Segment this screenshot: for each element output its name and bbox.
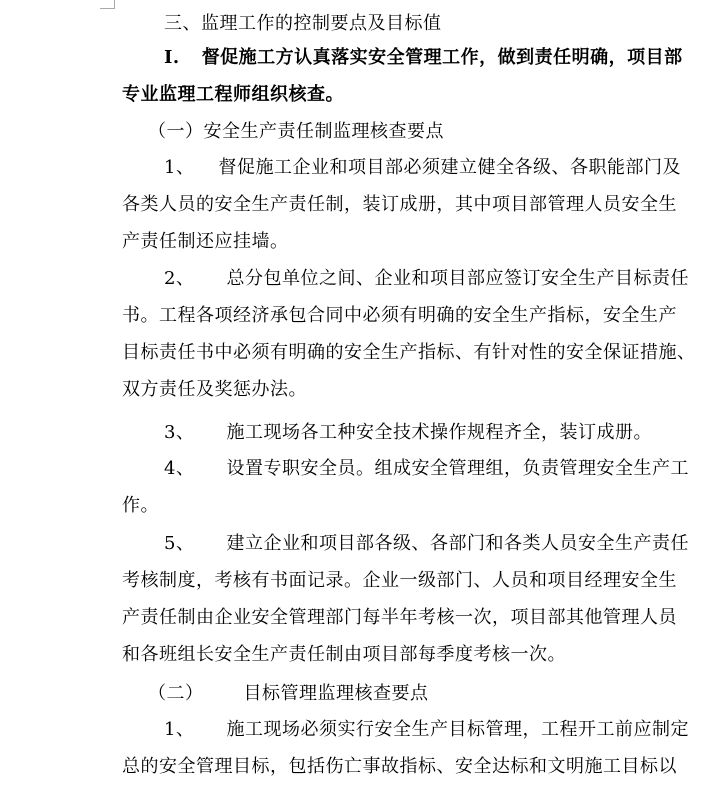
sub1-point2-text: 总分包单位之间、企业和项目部应签订安全生产目标责任	[226, 268, 689, 289]
sub1-point4-number: 4、	[164, 458, 195, 479]
sub1-point2-text: 双方责任及奖惩办法。	[122, 379, 307, 400]
item1-text-line2: 专业监理工程师组织核查。	[122, 84, 344, 105]
sub2-point1-line1	[164, 718, 689, 742]
item1-number: I.	[164, 47, 180, 68]
sub1-point5-text: 建立企业和项目部各级、各部门和各类人员安全生产责任	[226, 533, 689, 554]
subsection1-heading	[148, 120, 444, 144]
sub1-point1-number: 1、	[164, 157, 195, 178]
sub1-point2-number: 2、	[164, 268, 195, 289]
section-heading	[164, 12, 442, 36]
sub1-point1-line1	[164, 156, 681, 180]
sub1-point5-text: 考核制度，考核有书面记录。企业一级部门、人员和项目经理安全生	[122, 570, 677, 591]
sub1-point4-line2	[122, 494, 159, 518]
sub1-point3-number: 3、	[164, 422, 195, 443]
sub1-point5-line1	[164, 532, 689, 556]
sub1-point2-line3	[122, 341, 696, 365]
sub1-point2-line2	[122, 304, 677, 328]
sub2-point1-text: 施工现场必须实行安全生产目标管理，工程开工前应制定	[226, 719, 689, 740]
subsection1-number: （一）	[148, 121, 204, 142]
sub1-point2-text: 目标责任书中必须有明确的安全生产指标、有针对性的安全保证措施、	[122, 342, 696, 363]
sub1-point2-line4	[122, 378, 307, 402]
sub1-point4-text: 设置专职安全员。组成安全管理组，负责管理安全生产工	[226, 458, 689, 479]
page-corner-mark	[100, 0, 115, 9]
sub2-point1-line2	[122, 755, 677, 779]
subsection2-heading	[148, 682, 429, 706]
sub1-point5-text: 产责任制由企业安全管理部门每半年考核一次，项目部其他管理人员	[122, 607, 677, 628]
sub1-point1-line2	[122, 193, 677, 217]
subsection1-title: 安全生产责任制监理核查要点	[203, 121, 444, 142]
sub1-point2-text: 书。工程各项经济承包合同中必须有明确的安全生产指标，安全生产	[122, 305, 677, 326]
sub1-point4-line1	[164, 457, 689, 481]
subsection2-title: 目标管理监理核查要点	[243, 683, 429, 704]
item1-line2	[122, 83, 344, 107]
sub1-point3-text: 施工现场各工种安全技术操作规程齐全，装订成册。	[226, 422, 652, 443]
sub2-point1-number: 1、	[164, 719, 195, 740]
sub2-point1-text: 总的安全管理目标，包括伤亡事故指标、安全达标和文明施工目标以	[122, 756, 677, 777]
sub1-point2-line1	[164, 267, 689, 291]
section-heading-text: 三、监理工作的控制要点及目标值	[164, 13, 442, 34]
subsection2-number: （二）	[148, 683, 204, 704]
sub1-point1-text: 督促施工企业和项目部必须建立健全各级、各职能部门及	[218, 157, 681, 178]
item1-line1	[164, 46, 683, 70]
sub1-point1-text: 各类人员的安全生产责任制，装订成册，其中项目部管理人员安全生	[122, 194, 677, 215]
sub1-point5-text: 和各班组长安全生产责任制由项目部每季度考核一次。	[122, 644, 566, 665]
sub1-point1-text: 产责任制还应挂墙。	[122, 231, 289, 252]
sub1-point1-line3	[122, 230, 289, 254]
sub1-point5-line3	[122, 606, 677, 630]
sub1-point4-text: 作。	[122, 495, 159, 516]
sub1-point5-line2	[122, 569, 677, 593]
sub1-point3-line1	[164, 421, 652, 445]
item1-text-line1: 督促施工方认真落实安全管理工作，做到责任明确，项目部	[201, 47, 683, 68]
sub1-point5-line4	[122, 643, 566, 667]
sub1-point5-number: 5、	[164, 533, 195, 554]
